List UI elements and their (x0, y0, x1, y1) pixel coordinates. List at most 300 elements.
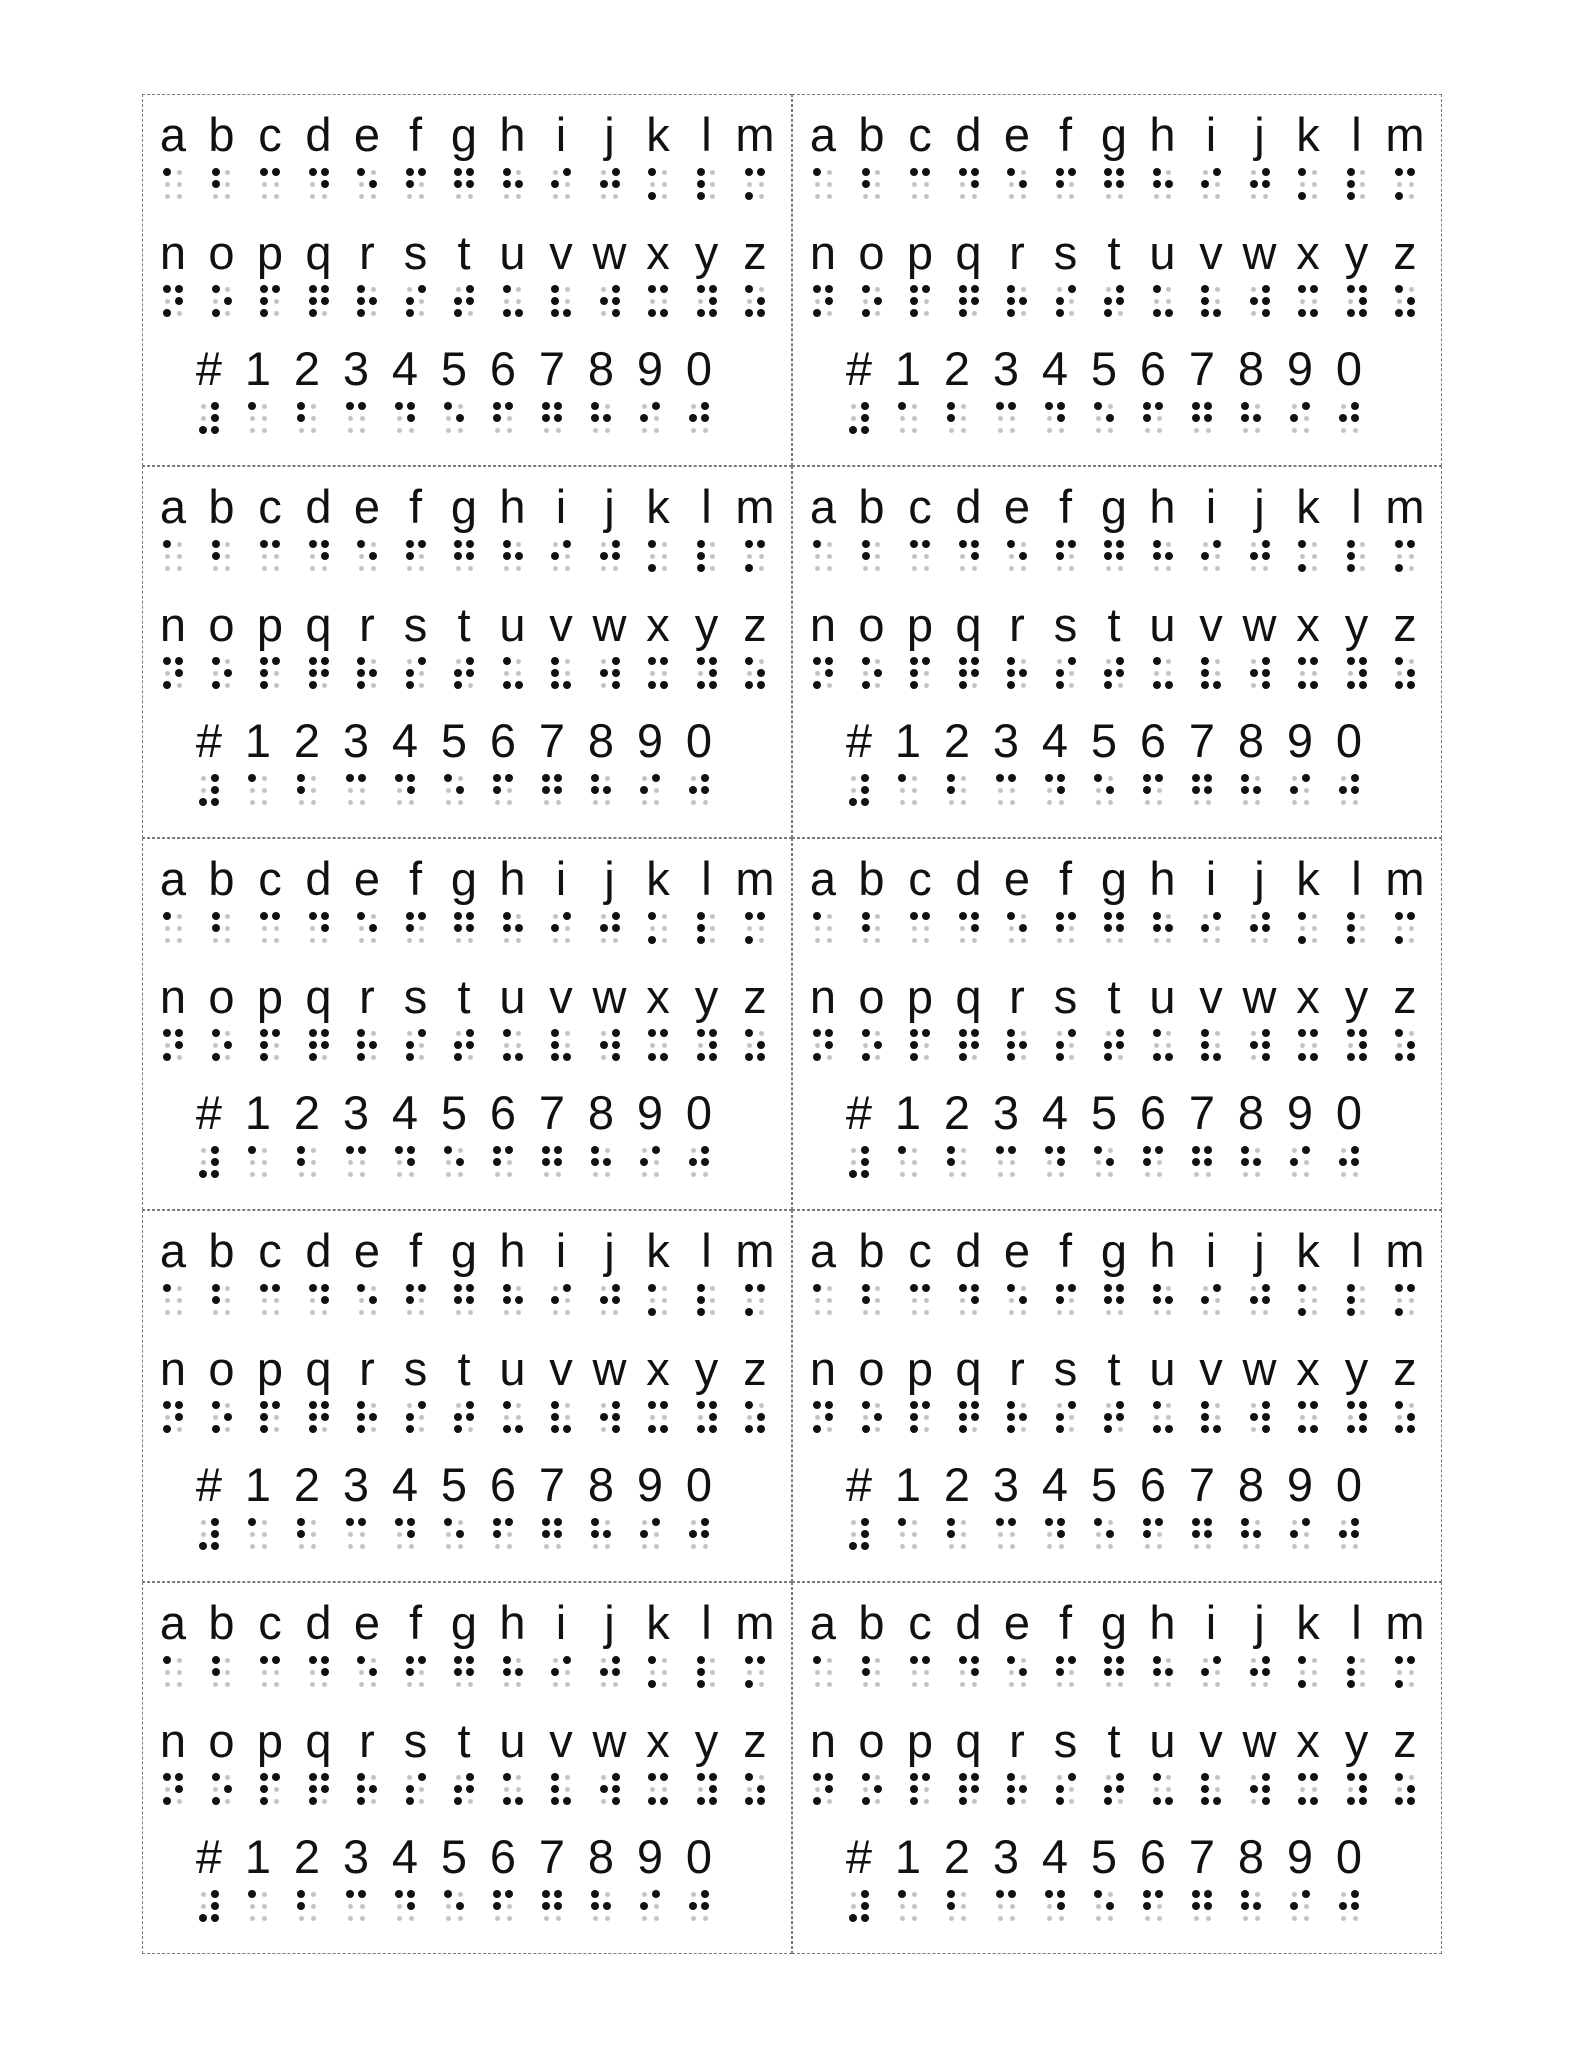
print-character: g (1100, 1596, 1128, 1649)
raised-dot (849, 1914, 857, 1922)
blank-dot (924, 1682, 929, 1687)
braille-cell (745, 1773, 765, 1805)
blank-dot (1194, 1172, 1199, 1177)
blank-dot (998, 416, 1003, 421)
print-character: 4 (1041, 1458, 1069, 1511)
blank-dot (642, 1544, 647, 1549)
raised-dot (862, 1773, 870, 1781)
blank-dot (1106, 566, 1111, 571)
blank-dot (250, 1172, 255, 1177)
print-character: l (1351, 480, 1362, 533)
blank-dot (601, 194, 606, 199)
raised-dot (248, 774, 256, 782)
print-character: r (1009, 1342, 1025, 1395)
print-character: j (1254, 1224, 1265, 1277)
raised-dot (1008, 774, 1016, 782)
blank-dot (605, 1892, 610, 1897)
blank-dot (1292, 1172, 1297, 1177)
print-character: f (408, 480, 423, 533)
raised-dot (874, 1041, 882, 1049)
blank-dot (565, 659, 570, 664)
blank-dot (565, 1403, 570, 1408)
braille-cell (406, 285, 426, 317)
blank-dot (827, 1310, 832, 1315)
print-character: h (499, 480, 526, 533)
print-character: i (1205, 852, 1217, 905)
raised-dot (418, 168, 426, 176)
raised-dot (813, 1401, 821, 1409)
print-character: z (743, 1342, 767, 1395)
blank-dot (1397, 1787, 1402, 1792)
print-character: 0 (685, 1086, 713, 1139)
raised-dot (211, 798, 219, 806)
raised-dot (1241, 402, 1249, 410)
raised-dot (418, 1029, 426, 1037)
raised-dot (248, 1146, 256, 1154)
raised-dot (1143, 1530, 1151, 1538)
blank-dot (691, 1916, 696, 1921)
braille-cell (454, 285, 474, 317)
blank-dot (322, 1682, 327, 1687)
print-character: o (208, 598, 235, 651)
raised-dot (542, 1518, 550, 1526)
raised-dot (1347, 1680, 1355, 1688)
blank-dot (360, 428, 365, 433)
braille-cell (542, 774, 562, 806)
blank-dot (1409, 1031, 1414, 1036)
raised-dot (648, 1401, 656, 1409)
raised-dot (660, 1773, 668, 1781)
raised-dot (1407, 681, 1415, 689)
braille-cell (1298, 168, 1318, 200)
raised-dot (959, 297, 967, 305)
raised-dot (505, 1146, 513, 1154)
print-character: m (1385, 852, 1425, 905)
raised-dot (1165, 1797, 1173, 1805)
raised-dot (1143, 1518, 1151, 1526)
blank-dot (1047, 428, 1052, 433)
blank-dot (565, 1298, 570, 1303)
blank-dot (900, 1904, 905, 1909)
blank-dot (1096, 1544, 1101, 1549)
raised-dot (260, 1413, 268, 1421)
print-character: l (1351, 108, 1362, 161)
raised-dot (1310, 657, 1318, 665)
blank-dot (654, 1916, 659, 1921)
raised-dot (1165, 681, 1173, 689)
raised-dot (1153, 168, 1161, 176)
blank-dot (1203, 542, 1208, 547)
blank-dot (601, 1775, 606, 1780)
raised-dot (1057, 414, 1065, 422)
print-character: 7 (538, 1458, 566, 1511)
blank-dot (662, 1043, 667, 1048)
braille-cell (1347, 1656, 1367, 1688)
blank-dot (1010, 1160, 1015, 1165)
blank-dot (972, 1799, 977, 1804)
braille-cell (551, 1029, 571, 1061)
raised-dot (1262, 1296, 1270, 1304)
raised-dot (211, 1530, 219, 1538)
blank-dot (446, 800, 451, 805)
braille-cell (1153, 1656, 1173, 1688)
raised-dot (321, 1785, 329, 1793)
blank-dot (1166, 287, 1171, 292)
raised-dot (1192, 402, 1200, 410)
blank-dot (912, 566, 917, 571)
blank-dot (565, 1787, 570, 1792)
blank-dot (912, 1682, 917, 1687)
print-character: 4 (391, 1086, 419, 1139)
print-character: m (735, 480, 775, 533)
blank-dot (1106, 1403, 1111, 1408)
braille-cell (503, 285, 523, 317)
raised-dot (1241, 786, 1249, 794)
blank-dot (1397, 1670, 1402, 1675)
print-character: f (408, 1224, 423, 1277)
blank-dot (1047, 800, 1052, 805)
raised-dot (1056, 1041, 1064, 1049)
raised-dot (1008, 1518, 1016, 1526)
raised-dot (1007, 657, 1015, 665)
braille-cell (1290, 1146, 1310, 1178)
raised-dot (503, 681, 511, 689)
raised-dot (199, 798, 207, 806)
blank-dot (456, 1031, 461, 1036)
blank-dot (1194, 1544, 1199, 1549)
print-character: # (195, 1086, 223, 1139)
blank-dot (213, 671, 218, 676)
raised-dot (1359, 681, 1367, 689)
print-character: h (1149, 852, 1176, 905)
blank-dot (961, 1544, 966, 1549)
raised-dot (947, 1146, 955, 1154)
raised-dot (163, 1053, 171, 1061)
blank-dot (960, 926, 965, 931)
print-character: y (694, 598, 719, 651)
blank-dot (691, 404, 696, 409)
raised-dot (1347, 192, 1355, 200)
raised-dot (272, 540, 280, 548)
raised-dot (407, 786, 415, 794)
blank-dot (446, 428, 451, 433)
braille-cell (212, 168, 232, 200)
blank-dot (593, 800, 598, 805)
raised-dot (551, 681, 559, 689)
raised-dot (862, 1797, 870, 1805)
raised-dot (959, 1413, 967, 1421)
blank-dot (225, 311, 230, 316)
blank-dot (419, 1427, 424, 1432)
raised-dot (466, 168, 474, 176)
raised-dot (466, 1785, 474, 1793)
blank-dot (1154, 194, 1159, 199)
raised-dot (612, 180, 620, 188)
blank-dot (250, 1544, 255, 1549)
raised-dot (1056, 168, 1064, 176)
blank-dot (1341, 776, 1346, 781)
raised-dot (660, 285, 668, 293)
raised-dot (1262, 1041, 1270, 1049)
braille-cell (503, 1773, 523, 1805)
raised-dot (309, 1284, 317, 1292)
blank-dot (1069, 1670, 1074, 1675)
braille-cell (600, 1401, 620, 1433)
blank-dot (201, 776, 206, 781)
raised-dot (454, 912, 462, 920)
blank-dot (1341, 404, 1346, 409)
blank-dot (972, 1055, 977, 1060)
braille-cell (1395, 1284, 1415, 1316)
blank-dot (1348, 671, 1353, 676)
raised-dot (910, 1029, 918, 1037)
raised-dot (1007, 1029, 1015, 1037)
blank-dot (1047, 1916, 1052, 1921)
blank-dot (1312, 182, 1317, 187)
braille-cell (648, 1029, 668, 1061)
raised-dot (1359, 297, 1367, 305)
raised-dot (212, 540, 220, 548)
braille-cell (600, 168, 620, 200)
blank-dot (1255, 428, 1260, 433)
blank-dot (1166, 170, 1171, 175)
blank-dot (1010, 800, 1015, 805)
blank-dot (1096, 1172, 1101, 1177)
blank-dot (1341, 1172, 1346, 1177)
braille-cell (648, 285, 668, 317)
braille-cell (248, 402, 268, 434)
braille-cell (1339, 1146, 1359, 1178)
print-character: 1 (894, 342, 922, 395)
raised-dot (1262, 681, 1270, 689)
raised-dot (211, 1518, 219, 1526)
blank-dot (250, 416, 255, 421)
raised-dot (369, 180, 377, 188)
blank-dot (998, 1916, 1003, 1921)
blank-dot (1215, 554, 1220, 559)
raised-dot (1395, 657, 1403, 665)
raised-dot (697, 1308, 705, 1316)
raised-dot (321, 180, 329, 188)
braille-cell (309, 657, 329, 689)
raised-dot (709, 1041, 717, 1049)
raised-dot (910, 1773, 918, 1781)
raised-dot (1351, 786, 1359, 794)
raised-dot (1143, 1890, 1151, 1898)
blank-dot (310, 1310, 315, 1315)
blank-dot (710, 194, 715, 199)
raised-dot (444, 774, 452, 782)
blank-dot (924, 1055, 929, 1060)
print-character: e (353, 480, 381, 533)
blank-dot (698, 1043, 703, 1048)
braille-cell (1192, 1518, 1212, 1550)
blank-dot (1360, 170, 1365, 175)
blank-dot (419, 926, 424, 931)
raised-dot (757, 1053, 765, 1061)
print-character: g (450, 852, 478, 905)
raised-dot (407, 414, 415, 422)
blank-dot (1057, 287, 1062, 292)
raised-dot (357, 297, 365, 305)
braille-cell (1241, 1518, 1261, 1550)
blank-dot (250, 800, 255, 805)
print-character: 9 (1286, 1830, 1314, 1883)
braille-cell (1056, 1401, 1076, 1433)
raised-dot (660, 681, 668, 689)
raised-dot (825, 297, 833, 305)
blank-dot (310, 938, 315, 943)
print-character: t (1107, 1714, 1121, 1767)
blank-dot (863, 1310, 868, 1315)
blank-dot (747, 926, 752, 931)
braille-cell (260, 1401, 280, 1433)
blank-dot (201, 416, 206, 421)
blank-dot (759, 1310, 764, 1315)
raised-dot (542, 1146, 550, 1154)
print-character: l (1351, 1596, 1362, 1649)
blank-dot (1069, 554, 1074, 559)
raised-dot (248, 402, 256, 410)
blank-dot (912, 182, 917, 187)
blank-dot (1243, 1544, 1248, 1549)
print-character: 8 (1237, 1458, 1265, 1511)
raised-dot (503, 1029, 511, 1037)
blank-dot (1353, 1172, 1358, 1177)
blank-dot (1206, 1172, 1211, 1177)
blank-dot (691, 1520, 696, 1525)
braille-cell (493, 1146, 513, 1178)
blank-dot (1304, 1172, 1309, 1177)
raised-dot (862, 681, 870, 689)
blank-dot (553, 170, 558, 175)
print-character: g (1100, 1224, 1128, 1277)
braille-cell (862, 1401, 882, 1433)
raised-dot (466, 285, 474, 293)
braille-cell (689, 774, 709, 806)
raised-dot (211, 414, 219, 422)
print-character: z (743, 226, 767, 279)
blank-dot (912, 776, 917, 781)
raised-dot (1104, 168, 1112, 176)
blank-dot (1348, 1043, 1353, 1048)
braille-cell (493, 774, 513, 806)
raised-dot (697, 1656, 705, 1664)
print-character: 5 (1090, 1086, 1118, 1139)
blank-dot (949, 1544, 954, 1549)
raised-dot (1213, 168, 1221, 176)
raised-dot (454, 297, 462, 305)
braille-cell (1201, 1029, 1221, 1061)
raised-dot (861, 1530, 869, 1538)
print-character: # (845, 342, 873, 395)
raised-dot (466, 669, 474, 677)
blank-dot (201, 788, 206, 793)
blank-dot (516, 914, 521, 919)
raised-dot (1116, 540, 1124, 548)
braille-cell (1250, 1656, 1270, 1688)
blank-dot (912, 1532, 917, 1537)
blank-dot (1255, 1916, 1260, 1921)
blank-dot (1312, 1682, 1317, 1687)
raised-dot (1407, 1797, 1415, 1805)
raised-dot (1192, 1530, 1200, 1538)
print-character: 6 (1139, 1086, 1167, 1139)
raised-dot (454, 1284, 462, 1292)
braille-cell (697, 657, 717, 689)
blank-dot (456, 1403, 461, 1408)
blank-dot (250, 1904, 255, 1909)
blank-dot (516, 938, 521, 943)
blank-dot (310, 182, 315, 187)
print-character: 4 (391, 714, 419, 767)
braille-cell (849, 1146, 869, 1178)
raised-dot (1165, 1425, 1173, 1433)
print-character: m (1385, 1224, 1425, 1277)
braille-cell (297, 774, 317, 806)
raised-dot (260, 681, 268, 689)
raised-dot (1262, 912, 1270, 920)
raised-dot (996, 402, 1004, 410)
blank-dot (662, 671, 667, 676)
raised-dot (454, 1656, 462, 1664)
raised-dot (910, 285, 918, 293)
raised-dot (757, 540, 765, 548)
raised-dot (640, 414, 648, 422)
blank-dot (504, 1787, 509, 1792)
raised-dot (357, 1401, 365, 1409)
blank-dot (1251, 311, 1256, 316)
print-character: g (1100, 108, 1128, 161)
print-character: s (403, 226, 428, 279)
raised-dot (1262, 309, 1270, 317)
blank-dot (961, 404, 966, 409)
braille-cell (813, 1656, 833, 1688)
braille-cell (248, 774, 268, 806)
raised-dot (959, 168, 967, 176)
raised-dot (1007, 285, 1015, 293)
raised-dot (701, 774, 709, 782)
blank-dot (165, 1415, 170, 1420)
braille-cell (1290, 402, 1310, 434)
braille-cell (862, 1773, 882, 1805)
raised-dot (745, 681, 753, 689)
raised-dot (697, 924, 705, 932)
blank-dot (177, 170, 182, 175)
blank-dot (1157, 1172, 1162, 1177)
raised-dot (175, 1401, 183, 1409)
raised-dot (212, 1773, 220, 1781)
print-character: h (499, 1224, 526, 1277)
print-character: n (809, 970, 837, 1023)
raised-dot (1019, 1413, 1027, 1421)
blank-dot (310, 194, 315, 199)
raised-dot (466, 552, 474, 560)
raised-dot (697, 540, 705, 548)
blank-dot (1108, 1172, 1113, 1177)
raised-dot (910, 168, 918, 176)
blank-dot (827, 566, 832, 571)
print-character: 4 (391, 1458, 419, 1511)
blank-dot (1118, 1055, 1123, 1060)
print-character: i (555, 1596, 567, 1649)
raised-dot (652, 774, 660, 782)
blank-dot (912, 1172, 917, 1177)
blank-dot (650, 1670, 655, 1675)
print-character: 3 (992, 1830, 1020, 1883)
braille-cell (591, 402, 611, 434)
braille-cell (959, 657, 979, 689)
